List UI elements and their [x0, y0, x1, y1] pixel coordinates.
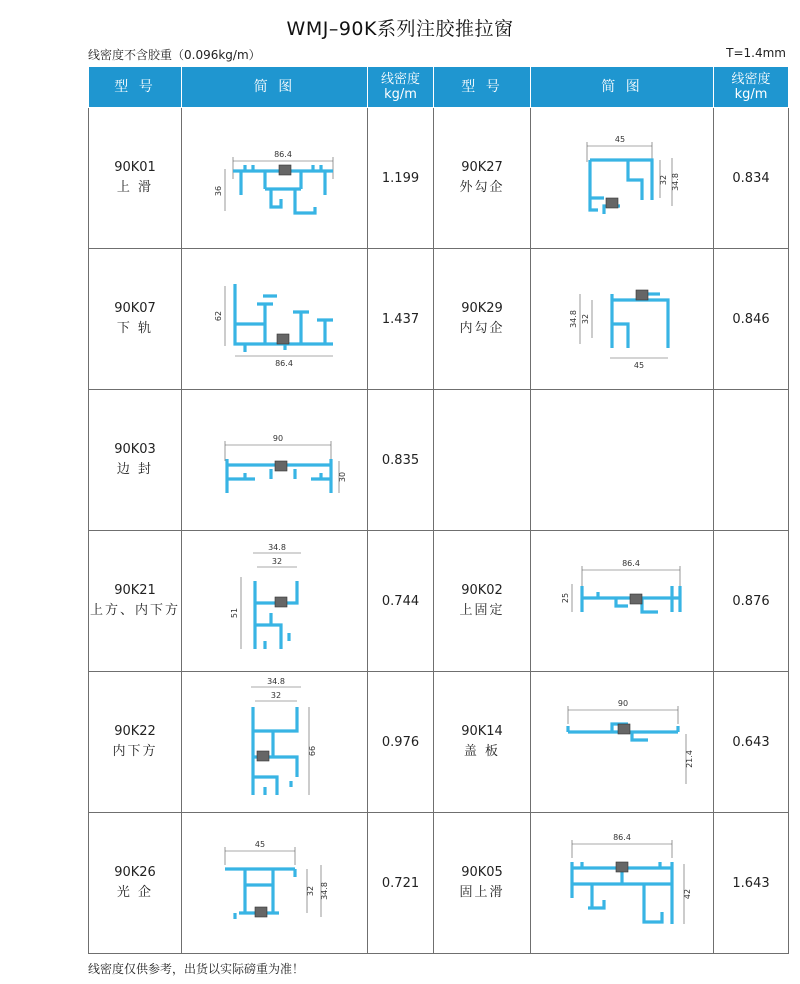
profile-table: [88, 66, 789, 954]
profile-90k26-icon: [185, 833, 365, 933]
dim-height: 66: [307, 745, 317, 757]
drawing-cell: [531, 813, 714, 954]
dim-width: 45: [254, 840, 265, 849]
empty-cell: [531, 390, 714, 531]
dim-width: 90: [272, 434, 283, 443]
dim-width: 86.4: [274, 359, 293, 368]
header-model: 型 号: [434, 67, 531, 108]
profile-90k21-icon: [185, 541, 365, 661]
drawing-cell: [531, 672, 714, 813]
dim-width: 86.4: [613, 833, 631, 842]
density-cell: 1.643: [714, 813, 789, 954]
profile-90k22-icon: [185, 677, 365, 807]
model-code: 90K14: [461, 724, 503, 739]
dim-width: 86.4: [622, 559, 640, 568]
model-name: 光 企: [116, 885, 154, 900]
dim-height: 32: [581, 313, 590, 325]
dim-width: 45: [614, 135, 626, 144]
model-cell: [89, 672, 182, 813]
dim-width: 32: [271, 557, 282, 566]
dim-height: 32: [305, 885, 315, 897]
model-cell: [434, 672, 531, 813]
dim-height: 30: [337, 471, 347, 483]
model-cell: [434, 531, 531, 672]
empty-cell: [434, 390, 531, 531]
table-row: [89, 108, 789, 249]
profile-90k05-icon: [532, 828, 712, 938]
model-name: 上 滑: [116, 180, 154, 195]
header-density-line2: kg/m: [734, 87, 768, 102]
empty-cell: [714, 390, 789, 531]
density-cell: 0.876: [714, 531, 789, 672]
density-cell: 0.835: [368, 390, 434, 531]
drawing-cell: [182, 531, 368, 672]
header-drawing: 简 图: [182, 67, 368, 108]
header-model: 型 号: [89, 67, 182, 108]
model-cell: [89, 531, 182, 672]
model-name: 上方、内下方: [89, 603, 180, 618]
profile-90k03-icon: [185, 415, 365, 505]
model-name: 边 封: [116, 462, 154, 477]
model-cell: [89, 249, 182, 390]
model-cell: [434, 813, 531, 954]
dim-height: 36: [213, 185, 223, 197]
profile-90k01-icon: [185, 133, 365, 223]
drawing-cell: [531, 108, 714, 249]
dim-width: 90: [617, 699, 629, 708]
model-name: 固上滑: [459, 885, 505, 900]
model-code: 90K07: [114, 301, 156, 316]
table-row: [89, 531, 789, 672]
dim-width-total: 34.8: [266, 677, 285, 686]
model-cell: [89, 108, 182, 249]
model-code: 90K29: [461, 301, 503, 316]
model-code: 90K03: [114, 442, 156, 457]
density-cell: 0.834: [714, 108, 789, 249]
dim-height-total: 34.8: [569, 310, 578, 328]
table-row: [89, 249, 789, 390]
density-cell: 0.846: [714, 249, 789, 390]
dim-height: 62: [213, 310, 223, 322]
dim-height: 32: [659, 174, 668, 186]
dim-width: 32: [270, 691, 281, 700]
density-cell: 0.976: [368, 672, 434, 813]
table-row: [89, 672, 789, 813]
footer-note: 线密度仅供参考，出货以实际磅重为准！: [88, 962, 305, 976]
model-name: 上固定: [459, 603, 505, 618]
model-name: 内下方: [112, 744, 158, 759]
drawing-cell: [182, 672, 368, 813]
profile-90k14-icon: [532, 692, 712, 792]
table-header-row: [89, 67, 789, 108]
header-density: [368, 67, 434, 108]
model-cell: [434, 108, 531, 249]
density-cell: 0.643: [714, 672, 789, 813]
header-density-line1: 线密度: [380, 72, 420, 87]
model-name: 盖 板: [463, 744, 501, 759]
model-cell: [434, 249, 531, 390]
model-cell: [89, 813, 182, 954]
density-note: 线密度不含胶重（0.096kg/m）: [88, 48, 261, 62]
model-name: 内勾企: [459, 321, 505, 336]
drawing-cell: [182, 390, 368, 531]
density-cell: 1.437: [368, 249, 434, 390]
dim-height: 21.4: [685, 750, 694, 768]
dim-height: 42: [683, 888, 692, 900]
model-code: 90K05: [461, 865, 503, 880]
model-cell: [89, 390, 182, 531]
header-density: [714, 67, 789, 108]
density-cell: 0.721: [368, 813, 434, 954]
model-code: 90K02: [461, 583, 503, 598]
density-cell: 0.744: [368, 531, 434, 672]
model-name: 下 轨: [116, 321, 154, 336]
profile-90k29-icon: [532, 264, 712, 374]
table-row: [89, 390, 789, 531]
model-code: 90K27: [461, 160, 503, 175]
dim-width-total: 34.8: [267, 543, 286, 552]
dim-height-total: 34.8: [319, 882, 329, 900]
profile-90k27-icon: [532, 128, 712, 228]
drawing-cell: [182, 108, 368, 249]
profile-90k02-icon: [532, 556, 712, 646]
drawing-cell: [182, 813, 368, 954]
dim-width: 45: [633, 361, 645, 370]
model-code: 90K22: [114, 724, 156, 739]
dim-width: 86.4: [273, 150, 292, 159]
dim-height: 51: [229, 607, 239, 619]
model-code: 90K21: [114, 583, 156, 598]
header-density-line2: kg/m: [384, 87, 417, 102]
thickness-label: T=1.4mm: [726, 46, 786, 60]
drawing-cell: [531, 249, 714, 390]
drawing-cell: [182, 249, 368, 390]
density-cell: 1.199: [368, 108, 434, 249]
model-code: 90K01: [114, 160, 156, 175]
dim-height: 25: [561, 592, 570, 604]
table-row: [89, 813, 789, 954]
page-title: WMJ–90K系列注胶推拉窗: [286, 18, 514, 40]
profile-90k07-icon: [185, 264, 365, 374]
header-drawing: 简 图: [531, 67, 714, 108]
model-name: 外勾企: [459, 180, 505, 195]
dim-height-total: 34.8: [671, 173, 680, 191]
header-density-line1: 线密度: [731, 72, 771, 87]
model-code: 90K26: [114, 865, 156, 880]
drawing-cell: [531, 531, 714, 672]
